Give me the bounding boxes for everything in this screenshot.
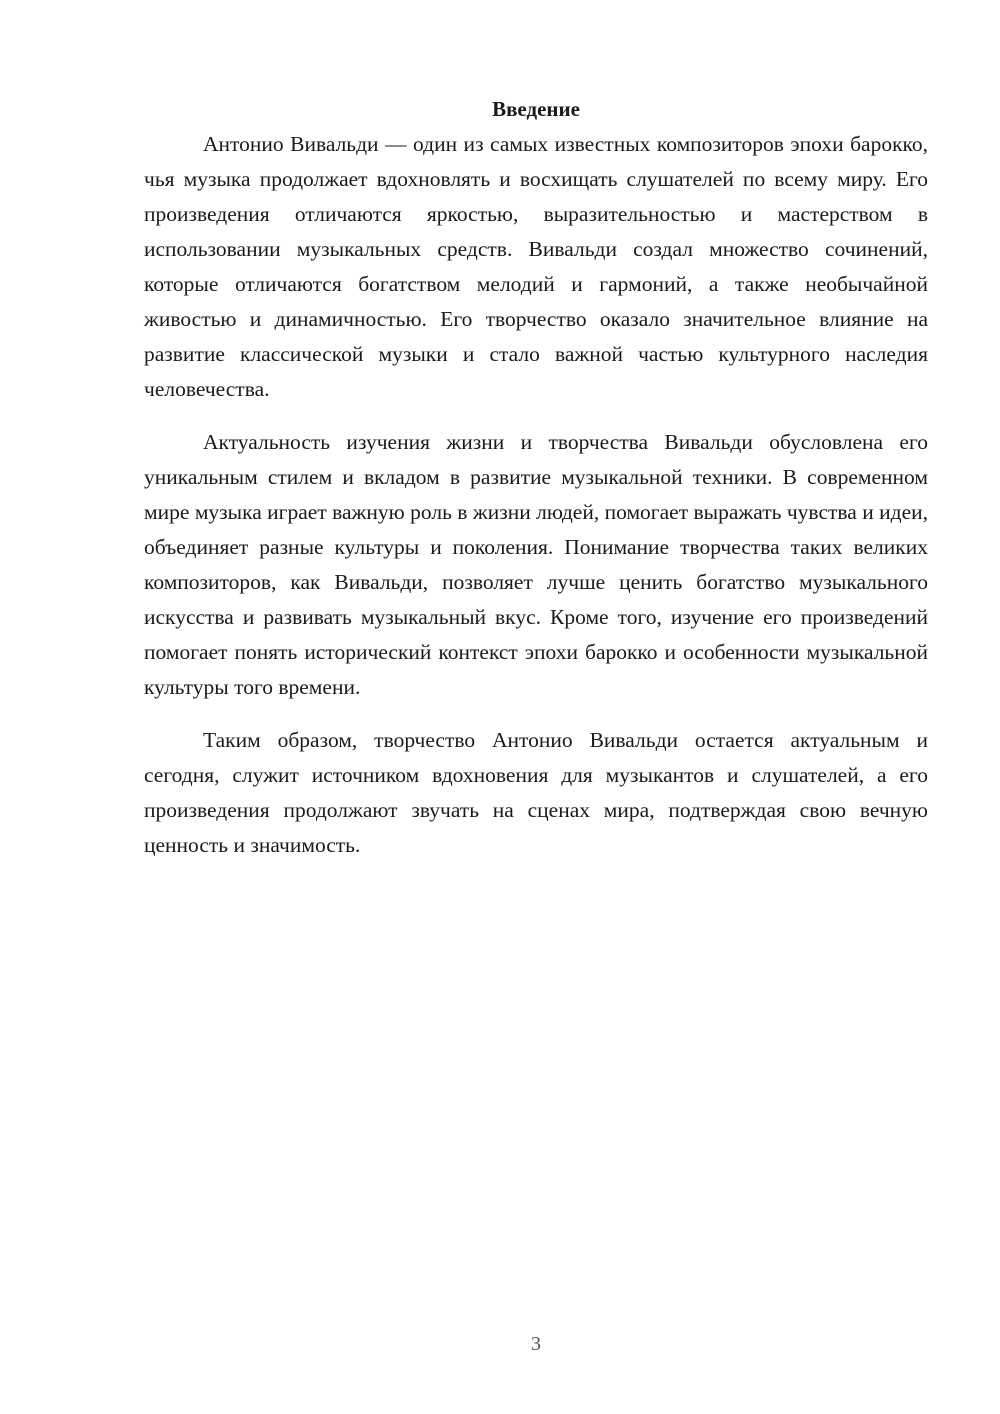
page-content (144, 92, 928, 881)
section-heading: Введение (492, 97, 580, 121)
paragraph-conclusion: Таким образом, творчество Антонио Вивальди остается актуальным и сегодня, служит источником вдохновения для музыкантов и слушателей, а его произведения продолжают звучать на сценах мира, подтверждая свою вечную ценность и значимость. (144, 728, 928, 857)
paragraph-intro: Антонио Вивальди — один из самых известных композиторов эпохи барокко, чья музыка продолжает вдохновлять и восхищать слушателей по всему миру. Его произведения отличаются яркостью, выразительностью и мастерством в использовании музыкальных средств. Вивальди создал множество сочинений, которые отличаются богатством мелодий и гармоний, а также необычайной живостью и динамичностью. Его творчество оказало значительное влияние на развитие классической музыки и стало важной частью культурного наследия человечества. (144, 132, 928, 401)
paragraph-relevance: Актуальность изучения жизни и творчества Вивальди обусловлена его уникальным стилем и вкладом в развитие музыкальной техники. В современном мире музыка играет важную роль в жизни людей, помогает выражать чувства и идеи, объединяет разные культуры и поколения. Понимание творчества таких великих композиторов, как Вивальди, позволяет лучше ценить богатство музыкального искусства и развивать музыкальный вкус. Кроме того, изучение его произведений помогает понять исторический контекст эпохи барокко и особенности музыкальной культуры того времени. (144, 430, 928, 699)
page-number: 3 (531, 1333, 541, 1355)
